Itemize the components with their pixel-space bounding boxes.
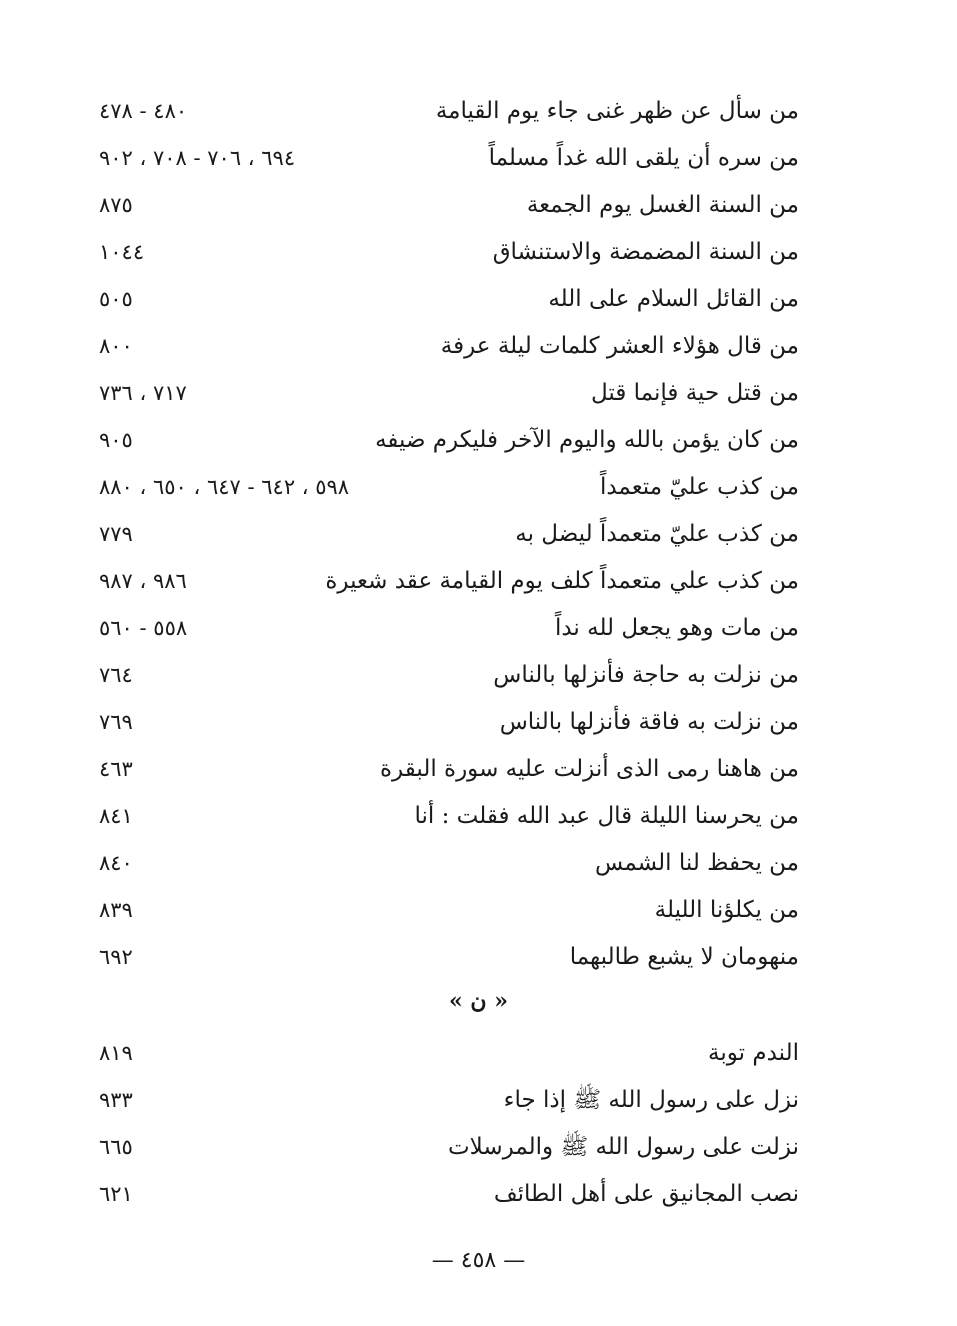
entry-refs: ٨١٩	[99, 1041, 133, 1065]
entry-text: من هاهنا رمى الذى أنزلت عليه سورة البقرة	[380, 756, 799, 782]
index-list-meem	[99, 88, 799, 981]
entry-text: من مات وهو يجعل لله نداً	[554, 615, 799, 641]
entry-text: نزلت على رسول الله ﷺ والمرسلات	[448, 1134, 799, 1160]
entry-refs: ١٠٤٤	[99, 240, 145, 264]
entry-refs: ٨٤١	[99, 804, 133, 828]
entry-refs: ٨٧٥	[99, 193, 133, 217]
entry-refs: ٨٠٠	[99, 334, 133, 358]
page-number: — ٤٥٨ —	[431, 1248, 526, 1273]
index-entry	[99, 229, 799, 276]
index-list-noon	[99, 1030, 799, 1218]
index-entry	[99, 1030, 799, 1077]
index-entry	[99, 1171, 799, 1218]
entry-text: من قال هؤلاء العشر كلمات ليلة عرفة	[440, 333, 799, 359]
index-entry	[99, 323, 799, 370]
index-entry	[99, 417, 799, 464]
entry-refs: ٩٨٦ ، ٩٨٧	[99, 569, 187, 593]
index-entry	[99, 605, 799, 652]
entry-text: من كذب عليّ متعمداً ليضل به	[515, 521, 799, 547]
entry-refs: ٥٩٨ ، ٦٤٢ - ٦٤٧ ، ٦٥٠ ، ٨٨٠	[99, 475, 350, 499]
index-entry	[99, 88, 799, 135]
entry-text: من كذب علي متعمداً كلف يوم القيامة عقد شعيرة	[325, 568, 799, 594]
index-entry	[99, 370, 799, 417]
index-entry	[99, 699, 799, 746]
entry-text: من السنة المضمضة والاستنشاق	[492, 239, 799, 265]
entry-refs: ٩٣٣	[99, 1088, 133, 1112]
index-entry	[99, 1124, 799, 1171]
entry-text: من قتل حية فإنما قتل	[591, 380, 799, 406]
index-entry	[99, 652, 799, 699]
section-heading-noon: « ن »	[449, 988, 508, 1014]
entry-text: نصب المجانيق على أهل الطائف	[493, 1181, 799, 1207]
entry-refs: ٦٩٤ ، ٧٠٦ - ٧٠٨ ، ٩٠٢	[99, 146, 296, 170]
entry-text: من سأل عن ظهر غنى جاء يوم القيامة	[435, 98, 799, 124]
entry-text: من نزلت به حاجة فأنزلها بالناس	[493, 662, 799, 688]
entry-text: من كان يؤمن بالله واليوم الآخر فليكرم ضيفه	[375, 427, 799, 453]
entry-text: من يحفظ لنا الشمس	[595, 850, 799, 876]
index-entry	[99, 840, 799, 887]
entry-refs: ٧٦٤	[99, 663, 133, 687]
entry-refs: ٧٧٩	[99, 522, 133, 546]
index-entry	[99, 793, 799, 840]
index-entry	[99, 746, 799, 793]
entry-refs: ٥٥٨ - ٥٦٠	[99, 616, 188, 640]
index-entry	[99, 887, 799, 934]
entry-text: منهومان لا يشبع طالبهما	[569, 944, 799, 970]
entry-refs: ٤٨٠ - ٤٧٨	[99, 99, 188, 123]
entry-refs: ٥٠٥	[99, 287, 133, 311]
entry-text: من السنة الغسل يوم الجمعة	[526, 192, 799, 218]
entry-refs: ٩٠٥	[99, 428, 133, 452]
index-entry	[99, 135, 799, 182]
entry-refs: ٧٦٩	[99, 710, 133, 734]
index-entry	[99, 934, 799, 981]
index-entry	[99, 464, 799, 511]
entry-text: من القائل السلام على الله	[548, 286, 799, 312]
entry-text: من نزلت به فاقة فأنزلها بالناس	[499, 709, 799, 735]
entry-text: من سره أن يلقى الله غداً مسلماً	[488, 145, 799, 171]
entry-text: من كذب عليّ متعمداً	[599, 474, 799, 500]
entry-refs: ٨٣٩	[99, 898, 133, 922]
entry-text: من يكلؤنا الليلة	[654, 897, 799, 923]
index-entry	[99, 1077, 799, 1124]
index-entry	[99, 182, 799, 229]
index-entry	[99, 558, 799, 605]
entry-refs: ٤٦٣	[99, 757, 133, 781]
entry-text: من يحرسنا الليلة قال عبد الله فقلت : أنا	[414, 803, 799, 829]
entry-refs: ٦٢١	[99, 1182, 133, 1206]
entry-text: الندم توبة	[708, 1040, 799, 1066]
entry-refs: ٨٤٠	[99, 851, 133, 875]
entry-refs: ٦٩٢	[99, 945, 133, 969]
index-entry	[99, 511, 799, 558]
index-entry	[99, 276, 799, 323]
entry-refs: ٧١٧ ، ٧٣٦	[99, 381, 187, 405]
entry-refs: ٦٦٥	[99, 1135, 133, 1159]
entry-text: نزل على رسول الله ﷺ إذا جاء	[503, 1087, 799, 1113]
